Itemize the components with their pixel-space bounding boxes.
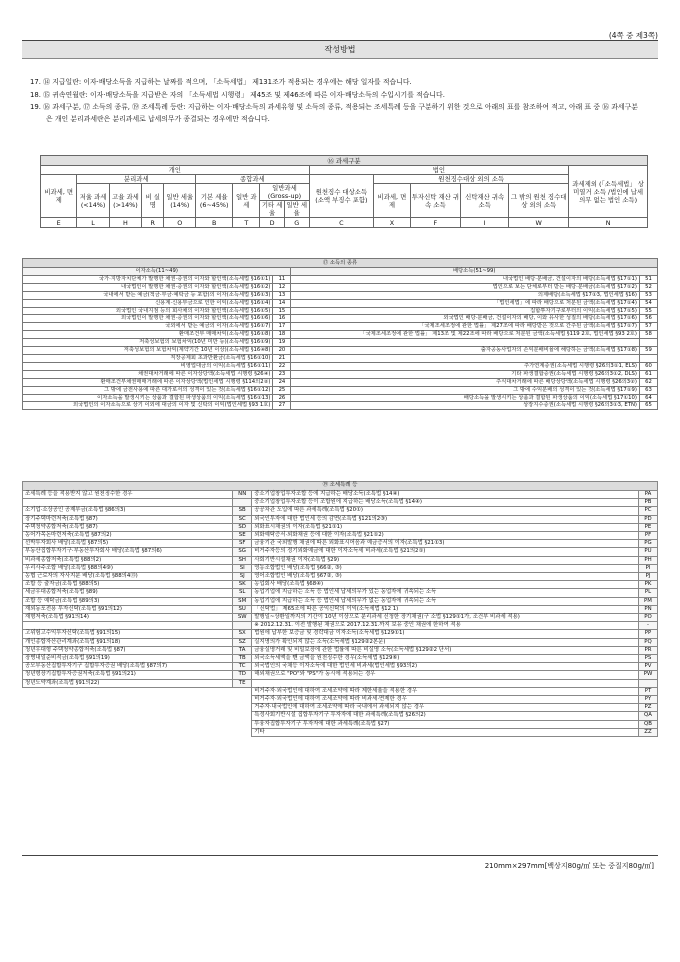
special-row <box>23 720 658 728</box>
left-desc: 재외동포전용 투자신탁(조특법 §91의12) <box>23 605 233 613</box>
dividend-code: 61 <box>640 370 658 378</box>
income-row <box>23 323 658 331</box>
tax-type-code: D <box>260 218 285 228</box>
right-desc: ※ 2012.12.31. 이전 발행된 채권으로 2017.12.31.까지 보유 중인 채권에 한하여 적용 <box>252 622 639 630</box>
right-desc: 외국소득세액을 뺀 금액을 원천징수한 경우(소득세법 §129⑥) <box>252 655 639 663</box>
high-rate-header: 고율 과세 (>14%) <box>109 184 141 218</box>
interest-desc: 내국법인이 발행한 채권·증권의 이자와 할인액(소득세법 §16①2) <box>23 283 273 291</box>
left-desc: 주택청약종합저축(조특법 §87) <box>23 523 233 531</box>
income-row <box>23 331 658 339</box>
left-desc: 조합 등 예탁금(조특법 §89의3) <box>23 597 233 605</box>
left-code: TD <box>233 671 252 679</box>
left-desc: 청년우대형 주택청약종합저축(조특법 §87) <box>23 646 233 654</box>
interest-code: 24 <box>273 378 291 386</box>
income-row <box>23 339 658 347</box>
dividend-desc: 외국법인 배당·분배금, 건설이자의 배당, 이와 유사한 성질의 배당(소득세법 §17①6) <box>291 315 640 323</box>
interest-desc: 환매조건부 매매차익(소득세법 §16①8) <box>23 331 273 339</box>
right-code: ZZ <box>639 728 658 736</box>
interest-code: 19 <box>273 339 291 347</box>
income-row <box>23 275 658 283</box>
tax-type-code: F <box>410 218 461 228</box>
special-row <box>23 507 658 515</box>
note-19: 19. ⑯ 과세구분, ⑰ 소득의 종류, ⑲ 조세특례 등란: 지급하는 이자·배당소득의 과세유형 및 소득의 종류, 적용되는 조세특례 등을 구분하기 위한 것으로 아래의 표를 참조하여 적고, 아래 표 중 ⑯ 과세구분은 개인 분리과세란은 분리과세로 납세의무가 종결되는 경우에만 적습니다. <box>30 103 638 123</box>
gross-up-header: 일반과세 (Gross-up) <box>260 184 309 201</box>
special-row <box>23 515 658 523</box>
other-rate-header: 기타 세율 <box>260 201 285 218</box>
special-row <box>23 597 658 605</box>
dividend-code: 58 <box>640 331 658 339</box>
left-code: SF <box>233 540 252 548</box>
special-row <box>23 523 658 531</box>
interest-desc: 채권대차거래에 따른 이자상당액(소득세법 시행령 §26④) <box>23 370 273 378</box>
right-desc: 특정사회기반시설 집합투자기구 투자자에 대한 과세특례(조특법 §26의2) <box>252 712 639 720</box>
global-header: 종합과세 <box>196 175 309 184</box>
dividend-desc: 「법인세법」에 따라 배당으로 처분된 금액(소득세법 §17①4) <box>291 299 640 307</box>
special-row <box>23 663 658 671</box>
interest-code: 12 <box>273 283 291 291</box>
tax-type-code: N <box>569 218 648 228</box>
right-desc: 중소기업창업투자조합 등이 조합원에 지급하는 배당소득(조특법 §14④) <box>252 499 639 507</box>
income-row <box>23 354 658 362</box>
right-desc: 비거주자·외국법인에 대하여 조세조약에 따라 비과세·면제한 경우 <box>252 696 639 704</box>
right-desc: 비거주자·외국법인에 대하여 조세조약에 따라 제한세율을 적용한 경우 <box>252 687 639 695</box>
dividend-desc: 내국법인 배당·분배금, 건설이자의 배당(소득세법 §17①1) <box>291 275 640 283</box>
tax-type-code: W <box>509 218 569 228</box>
special-row <box>23 696 658 704</box>
interest-desc: 국외에서 받는 예금의 이자(소득세법 §16①7) <box>23 323 273 331</box>
special-row <box>23 614 658 622</box>
special-row <box>23 532 658 540</box>
special-row <box>23 499 658 507</box>
left-desc: 청년형장기집합투자증권저축(조특법 §91의21) <box>23 671 233 679</box>
left-code: SK <box>233 581 252 589</box>
right-code: PL <box>639 589 658 597</box>
income-row <box>23 370 658 378</box>
left-desc: 청년도약계좌(조특법 §91의22) <box>23 679 233 687</box>
right-code: PS <box>639 655 658 663</box>
right-code: PG <box>639 540 658 548</box>
tax-type-code: B <box>196 218 233 228</box>
special-row <box>23 581 658 589</box>
interest-code: 16 <box>273 315 291 323</box>
interest-code: 18 <box>273 331 291 339</box>
right-desc: 실지명의가 확인되지 않는 소득(소득세법 §129②2본문) <box>252 638 639 646</box>
right-code: PH <box>639 556 658 564</box>
blank-cell <box>233 728 252 736</box>
dividend-code: 51 <box>640 275 658 283</box>
right-desc: 발행일~상환일까지의 기간이 10년 이상으로 분리과세 신청한 장기채권(구 소법 §129①1가, 조건부 비과세 적용) <box>252 614 639 622</box>
general14-header: 일반 세율 (14%) <box>164 184 196 218</box>
left-code: TB <box>233 655 252 663</box>
dividend-desc <box>291 339 640 347</box>
right-code: PC <box>639 507 658 515</box>
special-row <box>23 556 658 564</box>
dividend-desc: 그 밖에 수익분배의 성격이 있는 것(소득세법 §17①9) <box>291 386 640 394</box>
special-row <box>23 712 658 720</box>
instructions <box>30 77 644 126</box>
interest-header: 이자소득(11~49) <box>23 268 291 276</box>
special-row <box>23 589 658 597</box>
income-row <box>23 402 658 410</box>
right-desc: 동업기업에 지급하는 소득 등 법인세 납세의무가 있는 동업자에 귀속되는 소득 <box>252 589 639 597</box>
right-desc: 거주자·내국법인에 대하여 조세조약에 따라 국내에서 과세되지 않는 경우 <box>252 704 639 712</box>
blank-cell <box>23 712 233 720</box>
note-18: 18. ⑮ 귀속연월란: 이자·배당소득을 지급받은 자의 「소득세법 시행령」 제45조 및 제46조에 따른 이자·배당소득의 수입시기를 적습니다. <box>30 90 445 99</box>
special-row <box>23 630 658 638</box>
income-row <box>23 394 658 402</box>
dividend-code: 59 <box>640 347 658 355</box>
dividend-desc: 법인으로 보는 단체로부터 받는 배당·분배금(소득세법 §17①2) <box>291 283 640 291</box>
right-code: - <box>639 622 658 630</box>
income-row <box>23 378 658 386</box>
dividend-desc: 의제배당(소득세법 §17①3, 법인세법 §16) <box>291 291 640 299</box>
right-code: PD <box>639 515 658 523</box>
interest-code: 17 <box>273 323 291 331</box>
special-row <box>23 564 658 572</box>
right-code: PU <box>639 548 658 556</box>
special-row <box>23 728 658 736</box>
tax-type-code: C <box>309 218 374 228</box>
dividend-desc <box>291 354 640 362</box>
non-withholding-header: 원천징수대상 외의 소득 <box>374 175 569 184</box>
interest-code: 15 <box>273 307 291 315</box>
left-code: SG <box>233 548 252 556</box>
left-desc: 선박투자회사 배당(조특법 §87의5) <box>23 540 233 548</box>
left-code: SH <box>233 556 252 564</box>
right-code: PV <box>639 663 658 671</box>
note-17: 17. ⑭ 지급일란: 이자·배당소득을 지급하는 날짜를 적으며, 「소득세법」 제131조가 적용되는 경우에는 해당 일자를 적습니다. <box>30 78 412 86</box>
right-desc: 비거주자등의 정기외화예금에 대한 이자소득세 비과세(조특법 §21의2①) <box>252 548 639 556</box>
dividend-desc: 「국제조세조정에 관한 법률」 제27조에 따라 배당받은 것으로 간주된 금액(소득세법 §17①7) <box>291 323 640 331</box>
right-code: PF <box>639 532 658 540</box>
dividend-desc: 상장지수증권(소득세법 시행령 §26의3①3, ETN) <box>291 402 640 410</box>
right-desc: 중소기업창업투자조합 등에 지급하는 배당소득(조특법 §14④) <box>252 491 639 499</box>
left-desc: 재형저축(조특법 §91의14) <box>23 614 233 622</box>
income-row <box>23 283 658 291</box>
interest-desc: 신용계·신용부금으로 인한 이익(소득세법 §16①4) <box>23 299 273 307</box>
tax-type-code: G <box>284 218 309 228</box>
trust-property-header: 신탁재산 귀속소득 <box>461 184 509 218</box>
special-row <box>23 605 658 613</box>
left-desc: 장병내일준비적금(조특법 §91의19) <box>23 655 233 663</box>
right-code: PZ <box>639 704 658 712</box>
right-code: PR <box>639 646 658 654</box>
right-code: PO <box>639 614 658 622</box>
right-desc: 금융실명거래 및 비밀보장에 관한 법률에 따른 비실명 소득(소득세법 §129②2 단서) <box>252 646 639 654</box>
left-code: NN <box>233 491 252 499</box>
left-code <box>233 622 252 630</box>
interest-desc: 이자소득을 발생시키는 상품과 결합된 파생상품의 이익(소득세법 §16①13) <box>23 394 273 402</box>
blank-cell <box>233 696 252 704</box>
special-row <box>23 622 658 630</box>
right-code: PW <box>639 671 658 679</box>
left-code: SL <box>233 589 252 597</box>
blank-cell <box>233 720 252 728</box>
right-desc: 금융기관 국외발행 채권에 따른 외화표시어음과 예금증서의 이자(조특법 §21①3) <box>252 540 639 548</box>
left-desc: 소기업·소상공인 공제부금(조특법 §86의3) <box>23 507 233 515</box>
right-desc <box>252 679 639 687</box>
tax-type-code: T <box>233 218 260 228</box>
right-code: PT <box>639 687 658 695</box>
interest-code: 27 <box>273 402 291 410</box>
right-desc: 법원에 납부한 보증금 및 경락대금 이자소득(소득세법 §129①1) <box>252 630 639 638</box>
left-code: SE <box>233 532 252 540</box>
interest-desc: 외국법인 국내지점 등의 회사채의 이자와 할인액(소득세법 §16①5) <box>23 307 273 315</box>
interest-code: 14 <box>273 299 291 307</box>
right-desc: 농업회사 배당(조특법 §68④) <box>252 581 639 589</box>
interest-code: 13 <box>273 291 291 299</box>
paper-spec: 210mm×297mm[백상지80g/㎡ 또는 중질지80g/㎡] <box>484 862 654 870</box>
left-code: SJ <box>233 573 252 581</box>
dividend-desc: 기타 파생결합증권(소득세법 시행령 §26의3①2, DLS) <box>291 370 640 378</box>
left-code: TC <box>233 663 252 671</box>
income-row <box>23 291 658 299</box>
page-number: (4쪽 중 제3쪽) <box>608 31 658 40</box>
left-desc: 조합 등 출자금(조특법 §88의5) <box>23 581 233 589</box>
left-code: SD <box>233 523 252 531</box>
withholding-target-header: 원천징수 대상소득 (소액 부징수 포함) <box>309 175 374 218</box>
right-desc: 동업기업에 지급하는 소득 등 법인세 납세의무가 없는 동업자에 귀속되는 소득 <box>252 597 639 605</box>
right-code: PE <box>639 523 658 531</box>
interest-code: 26 <box>273 394 291 402</box>
individual-header: 개인 <box>41 166 310 175</box>
left-desc: 부동산집합투자기구·부동산투자회사 배당(조특법 §87의6) <box>23 548 233 556</box>
special-table <box>22 481 658 737</box>
blank-cell <box>23 704 233 712</box>
special-row <box>23 704 658 712</box>
invest-trust-header: 투자신탁 재산 귀속 소득 <box>410 184 461 218</box>
income-type-title: ⑰ 소득의 종류 <box>23 259 658 268</box>
special-title: ⑲ 조세특례 등 <box>23 482 658 491</box>
right-code: PJ <box>639 573 658 581</box>
tax-type-code: I <box>461 218 509 228</box>
interest-desc: 저축성보험의 보험차익(10년 미만 등)(소득세법 §16①9) <box>23 339 273 347</box>
left-code: TE <box>233 679 252 687</box>
income-type-table <box>22 258 658 410</box>
blank-cell <box>23 696 233 704</box>
blank-cell <box>23 687 233 695</box>
blank-cell <box>23 720 233 728</box>
interest-code: 11 <box>273 275 291 283</box>
right-desc: 외화예탁증서·외화채권 등에 대한 이자(조특법 §21①2) <box>252 532 639 540</box>
left-desc: 비과세종합저축(조특법 §88의2) <box>23 556 233 564</box>
interest-desc: 국가·지방자치단체가 발행한 채권·증권의 이자와 할인액(소득세법 §16①1) <box>23 275 273 283</box>
left-code: SB <box>233 507 252 515</box>
right-code: PI <box>639 564 658 572</box>
right-desc: 외화표시채권의 이자(조특법 §21①1) <box>252 523 639 531</box>
right-desc: 사회기반시설채권 이자(조특법 §29) <box>252 556 639 564</box>
tax-type-code: O <box>164 218 196 228</box>
right-desc: 영어조합법인 배당(조특법 §67②, ③) <box>252 573 639 581</box>
left-desc <box>23 499 233 507</box>
tax-type-code: R <box>142 218 164 228</box>
interest-desc: 비영업대금의 이익(소득세법 §16①11) <box>23 362 273 370</box>
real-name-header: 비 실명 <box>142 184 164 218</box>
income-row <box>23 386 658 394</box>
interest-desc: 저축성보험의 보험차익(계약기간 10년 이상)(소득세법 §16④8) <box>23 347 273 355</box>
blank-cell <box>233 704 252 712</box>
right-code: PN <box>639 605 658 613</box>
right-code <box>639 679 658 687</box>
blank-cell <box>233 687 252 695</box>
tax-type-code: E <box>41 218 77 228</box>
dividend-code <box>640 354 658 362</box>
exempt-header: 과세제외 (「소득세법」 상 미열거 소득 /법인에 납세의무 없는 법인 소득) <box>569 166 648 218</box>
right-desc: 외국법인의 국채등 이자소득에 대한 법인세 비과세(법인세법 §93의2) <box>252 663 639 671</box>
dividend-code: 60 <box>640 362 658 370</box>
left-desc: 농어가목돈마련저축(조특법 §87의2) <box>23 532 233 540</box>
special-row <box>23 548 658 556</box>
left-code: SX <box>233 630 252 638</box>
dividend-code: 55 <box>640 307 658 315</box>
interest-code: 25 <box>273 386 291 394</box>
interest-desc: 외국법인의 이자소득으로 상기 이외에 대금의 이자 및 신탁의 이익(법인세법 §93 1호) <box>23 402 273 410</box>
dividend-desc: 주가연계증권(소득세법 시행령 §26의3①1, ELS) <box>291 362 640 370</box>
right-desc: 해외채권으로 "PO"와 "PS"가 동시에 적용되는 경우 <box>252 671 639 679</box>
left-code <box>233 499 252 507</box>
right-desc: 외국인투자에 대한 법인세 등의 감면(조특법 §121의2③) <box>252 515 639 523</box>
income-row <box>23 299 658 307</box>
dividend-code: 54 <box>640 299 658 307</box>
left-desc: 농협 근로자의 자사지분 배당(조특법 §88의4⑬) <box>23 573 233 581</box>
right-desc: 투융자집합투자기구 투자자에 대한 과세특례(조특법 §27) <box>252 720 639 728</box>
left-code: SZ <box>233 638 252 646</box>
left-code: SM <box>233 597 252 605</box>
corp-nontax-header: 비과세, 면제 <box>374 184 410 218</box>
right-code: QA <box>639 712 658 720</box>
separate-header: 분리과세 <box>77 175 196 184</box>
right-desc: 공공차관 도입에 따른 과세특례(조특법 §20①) <box>252 507 639 515</box>
section-title: 작성방법 <box>22 41 658 59</box>
right-desc: 영농조합법인 배당(조특법 §66②, ③) <box>252 564 639 572</box>
dividend-desc: 출자공동사업자의 손익분배비율에 해당하는 금액(소득세법 §17①8) <box>291 347 640 355</box>
left-desc: 개인종합자산관리계좌(조특법 §91의18) <box>23 638 233 646</box>
dividend-desc: 주식대차거래에 따른 배당상당액(소득세법 시행령 §26의3②) <box>291 378 640 386</box>
dividend-code: 57 <box>640 323 658 331</box>
interest-code: 21 <box>273 354 291 362</box>
left-code: SW <box>233 614 252 622</box>
right-code: QB <box>639 720 658 728</box>
general-header: 일반 과세 <box>233 184 260 218</box>
left-desc: 고위험고수익투자신탁(조특법 §91의15) <box>23 630 233 638</box>
special-row <box>23 646 658 654</box>
blank-cell <box>23 728 233 736</box>
dividend-code: 52 <box>640 283 658 291</box>
income-row <box>23 362 658 370</box>
left-desc: 조세특례 등을 적용받지 않고 원천징수한 경우 <box>23 491 233 499</box>
right-code: PA <box>639 491 658 499</box>
interest-code: 23 <box>273 370 291 378</box>
dividend-code: 56 <box>640 315 658 323</box>
blank-cell <box>233 712 252 720</box>
left-desc <box>23 622 233 630</box>
right-code: PK <box>639 581 658 589</box>
special-row <box>23 491 658 499</box>
dividend-code: 53 <box>640 291 658 299</box>
left-code: SI <box>233 564 252 572</box>
special-row <box>23 573 658 581</box>
income-row <box>23 347 658 355</box>
dividend-desc: 배당소득을 발생시키는 상품과 결합된 파생상품의 이익(소득세법 §17①10) <box>291 394 640 402</box>
interest-desc: 외국법인이 발행한 채권·증권의 이자와 할인액(소득세법 §16①6) <box>23 315 273 323</box>
dividend-desc: 집합투자기구로부터의 이익(소득세법 §17①5) <box>291 307 640 315</box>
dividend-desc: 「국제조세조정에 관한 법률」 제13조 및 제22조에 따라 배당으로 처분된 금액(소득세법 §119 2호, 법인세법 §93 2호) <box>291 331 640 339</box>
right-code: PB <box>639 499 658 507</box>
right-code: PM <box>639 597 658 605</box>
tax-type-title: ⑯ 과세구분 <box>41 156 648 166</box>
dividend-code: 63 <box>640 386 658 394</box>
general2-header: 일반 세율 <box>284 201 309 218</box>
dividend-code: 62 <box>640 378 658 386</box>
special-row <box>23 540 658 548</box>
interest-desc: 환매조건부채권매매거래에 따른 이자상당액(법인세법 시행령 §114의2②) <box>23 378 273 386</box>
dividend-header: 배당소득(51~99) <box>291 268 658 276</box>
special-row <box>23 655 658 663</box>
interest-desc: 직장공제회 초과반환금(소득세법 §16①10) <box>23 354 273 362</box>
right-desc: 기타 <box>252 728 639 736</box>
income-row <box>23 307 658 315</box>
tax-type-code: H <box>109 218 141 228</box>
interest-desc: 그 밖에 금전사용에 따른 대가로서의 성격이 있는 것(소득세법 §16①12) <box>23 386 273 394</box>
income-row <box>23 315 658 323</box>
left-desc: 장기주택마련저축(조특법 §87) <box>23 515 233 523</box>
right-code: PQ <box>639 638 658 646</box>
right-desc: 「신탁법」 제65조에 따른 공익신탁의 이익(소득세법 §12 1) <box>252 605 639 613</box>
left-desc: 세금우대종합저축(조특법 §89) <box>23 589 233 597</box>
left-code: TA <box>233 646 252 654</box>
dividend-code <box>640 339 658 347</box>
tax-type-table <box>40 155 648 228</box>
left-code: SC <box>233 515 252 523</box>
interest-desc: 국내에서 받는 예금(적금·부금·예탁금 등 포함)의 이자(소득세법 §16①3) <box>23 291 273 299</box>
special-row <box>23 638 658 646</box>
basic-rate-header: 기본 세율 (6~45%) <box>196 184 233 218</box>
dividend-code: 64 <box>640 394 658 402</box>
special-row <box>23 671 658 679</box>
nontaxable-header: 비과세, 면제 <box>41 175 77 218</box>
interest-code: 20 <box>273 347 291 355</box>
right-code: PY <box>639 696 658 704</box>
interest-code: 22 <box>273 362 291 370</box>
special-row <box>23 679 658 687</box>
left-desc: 우리사주조합 배당(조특법 §88의4⑨) <box>23 564 233 572</box>
dividend-code: 65 <box>640 402 658 410</box>
tax-type-code: X <box>374 218 410 228</box>
right-code: PP <box>639 630 658 638</box>
left-desc: 공모부동산집합투자기구 집합투자증권 배당(조특법 §87의7) <box>23 663 233 671</box>
left-code: SU <box>233 605 252 613</box>
other-corp-header: 그 밖의 원천 징수대상 외의 소득 <box>509 184 569 218</box>
low-rate-header: 저율 과세 (<14%) <box>77 184 109 218</box>
tax-type-code: L <box>77 218 109 228</box>
special-row <box>23 687 658 695</box>
corporate-header: 법인 <box>309 166 569 175</box>
